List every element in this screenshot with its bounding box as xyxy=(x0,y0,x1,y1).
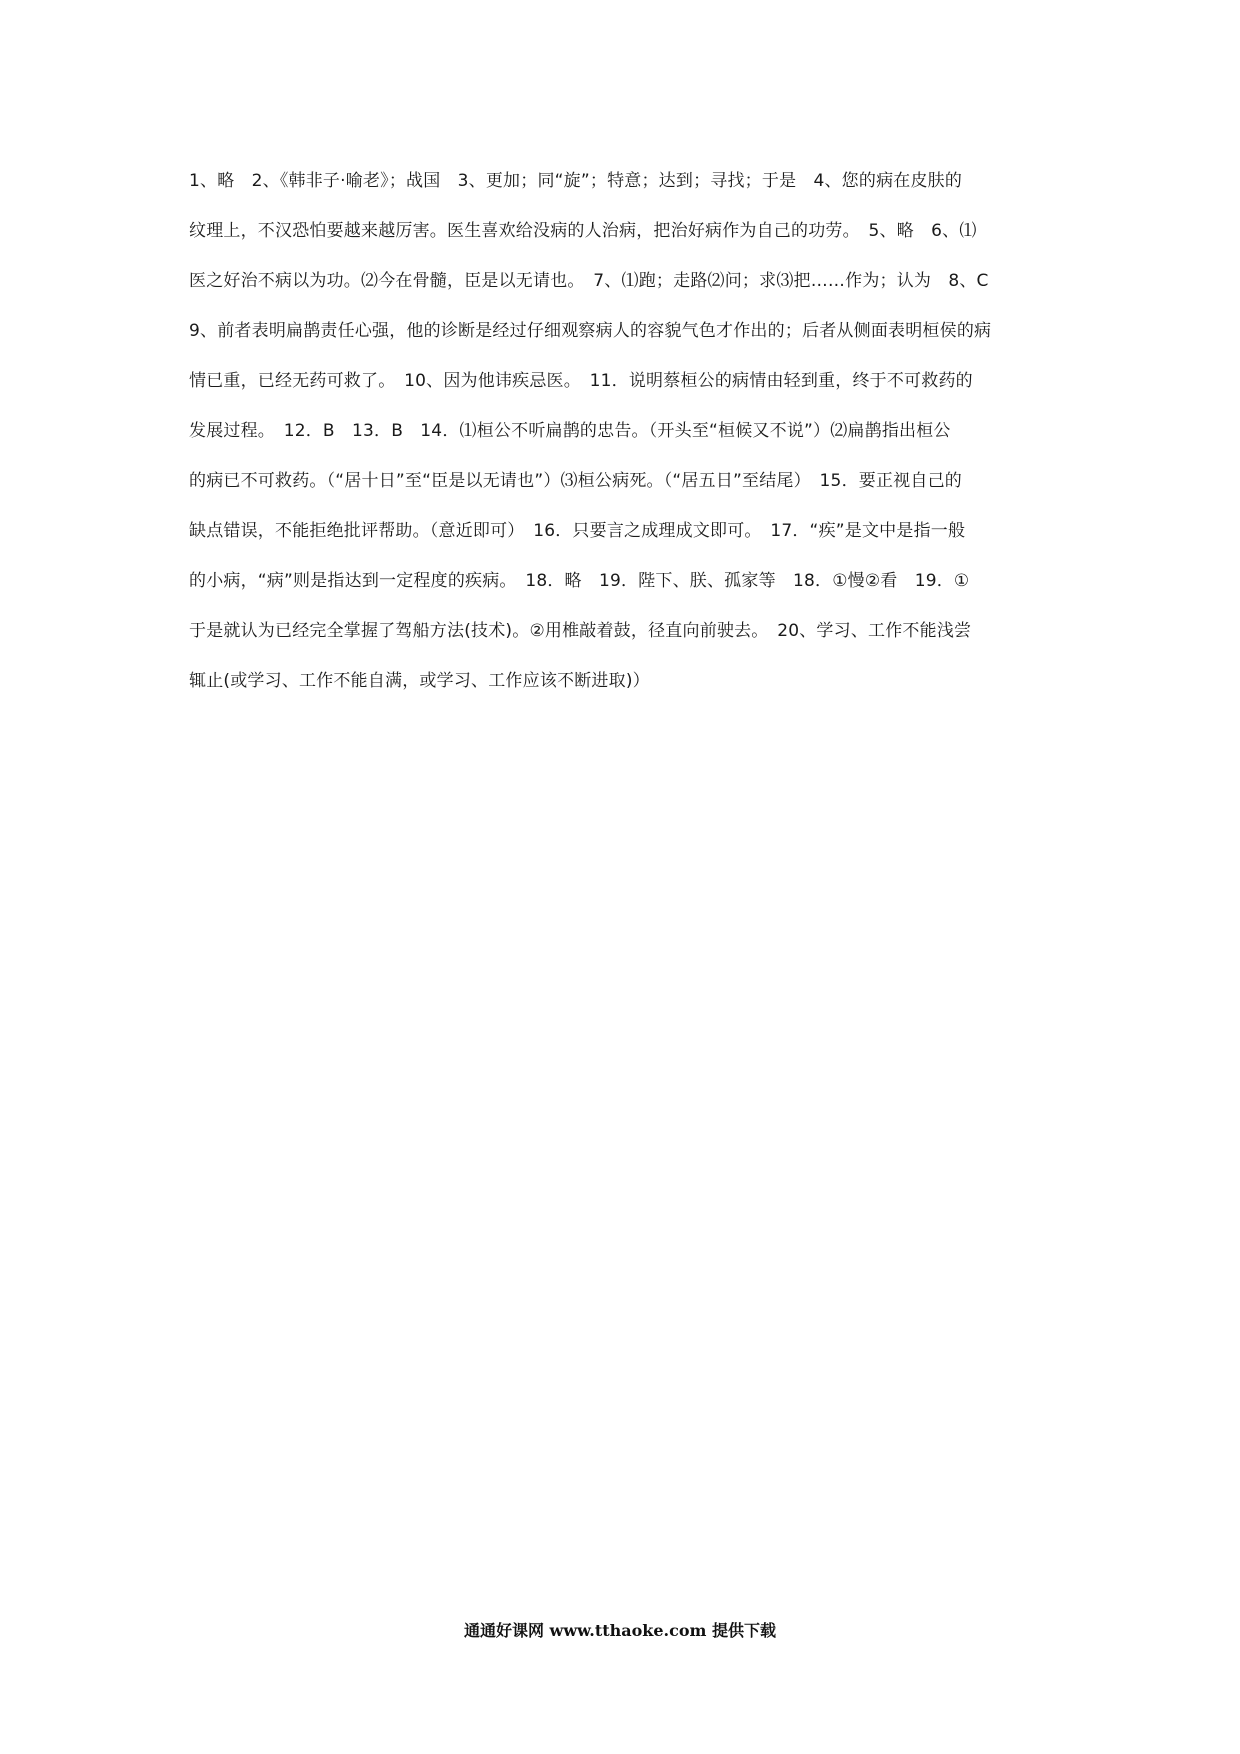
answer-line-3: 医之好治不病以为功。⑵今在骨髓，臣是以无请也。 7、⑴跑；走路⑵问；求⑶把……作为；认为 8、C xyxy=(189,271,989,291)
answer-line-5: 情已重，已经无药可救了。 10、因为他讳疾忌医。 11．说明蔡桓公的病情由轻到重，终于不可救药的 xyxy=(189,371,973,391)
answer-line-7: 的病已不可救药。（“居十日”至“臣是以无请也”）⑶桓公病死。（“居五日”至结尾） 15．要正视自己的 xyxy=(189,471,962,491)
answer-line-8: 缺点错误，不能拒绝批评帮助。（意近即可） 16．只要言之成理成文即可。 17．“疾”是文中是指一般 xyxy=(189,521,966,541)
answer-line-2: 纹理上，不汉恐怕要越来越厉害。医生喜欢给没病的人治病，把治好病作为自己的功劳。 5、略 6、⑴ xyxy=(189,221,977,241)
answer-line-11: 辄止(或学习、工作不能自满，或学习、工作应该不断进取)） xyxy=(189,671,650,691)
answer-line-9: 的小病，“病”则是指达到一定程度的疾病。 18．略 19．陛下、朕、孤家等 18．①慢②看 19．① xyxy=(189,571,970,591)
answer-key-text xyxy=(189,156,1059,706)
page-footer: 通通好课网 www.tthaoke.com 提供下载 xyxy=(463,1621,777,1640)
answer-line-10: 于是就认为已经完全掌握了驾船方法(技术)。②用椎敲着鼓，径直向前驶去。 20、学习、工作不能浅尝 xyxy=(189,621,972,641)
answer-line-1: 1、略 2、《韩非子·喻老》；战国 3、更加；同“旋”；特意；达到；寻找；于是 4、您的病在皮肤的 xyxy=(189,171,963,191)
answer-line-6: 发展过程。 12．B 13．B 14．⑴桓公不听扁鹊的忠告。（开头至“桓候又不说”）⑵扁鹊指出桓公 xyxy=(189,421,951,441)
answer-line-4: 9、前者表明扁鹊责任心强，他的诊断是经过仔细观察病人的容貌气色才作出的；后者从侧面表明桓侯的病 xyxy=(189,321,992,341)
